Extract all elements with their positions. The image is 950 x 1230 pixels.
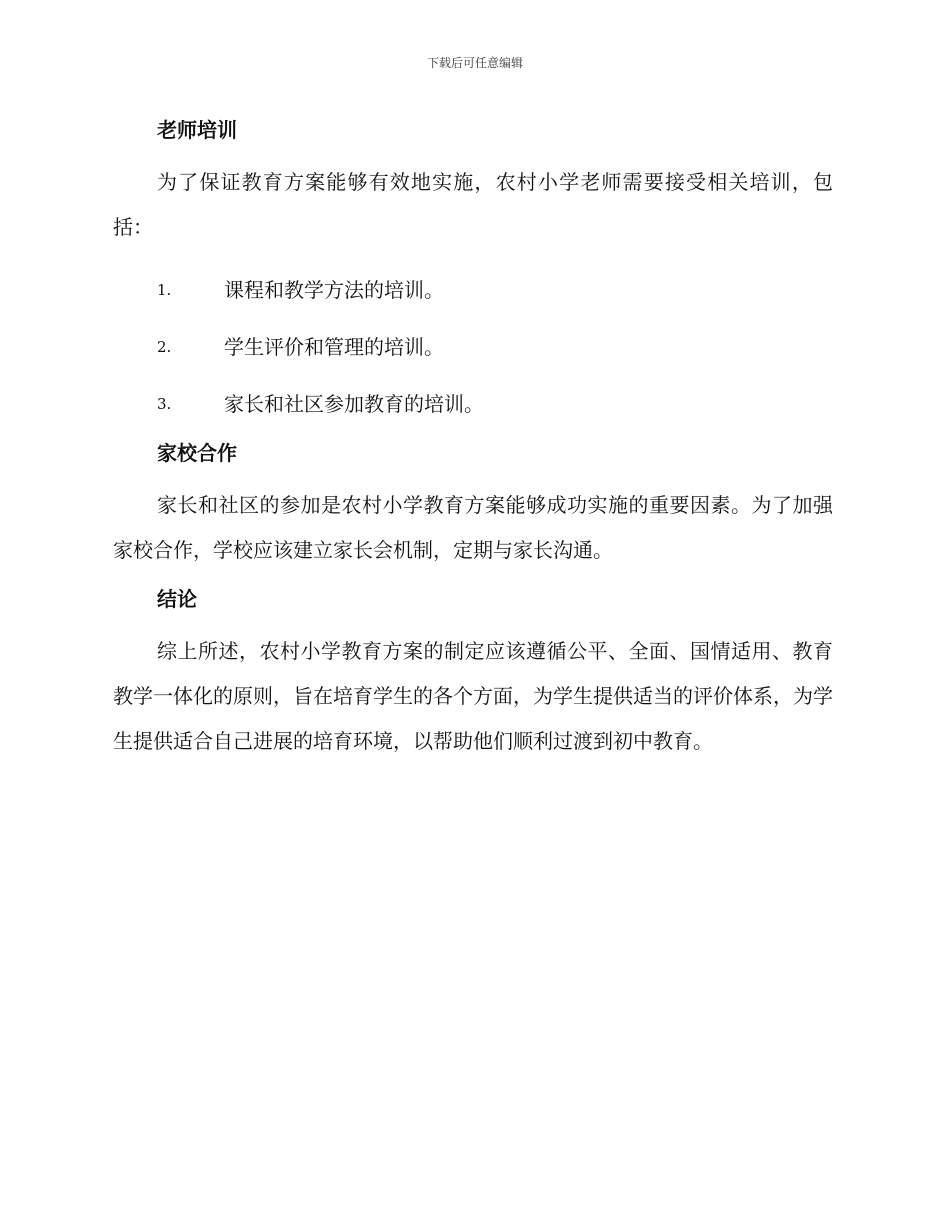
training-list	[113, 262, 833, 433]
page-header: 下载后可任意编辑	[426, 56, 523, 70]
list-item	[113, 262, 833, 319]
list-item-number: 2.	[157, 338, 172, 356]
list-item-text: 学生评价和管理的培训。	[224, 335, 444, 359]
section-heading-training: 老师培训	[157, 118, 237, 142]
list-item	[113, 376, 833, 433]
list-item-text: 课程和教学方法的培训。	[224, 278, 444, 302]
list-item-text: 家长和社区参加教育的培训。	[224, 392, 484, 416]
cooperation-paragraph: 家长和社区的参加是农村小学教育方案能够成功实施的重要因素。为了加强家校合作，学校应该建立家长会机制，定期与家长沟通。	[113, 493, 833, 562]
list-item-number: 3.	[157, 395, 172, 413]
document-body	[113, 112, 833, 764]
list-item	[113, 319, 833, 376]
section-heading-conclusion: 结论	[157, 587, 197, 611]
list-item-number: 1.	[157, 281, 172, 299]
conclusion-paragraph: 综上所述，农村小学教育方案的制定应该遵循公平、全面、国情适用、教育教学一体化的原则，旨在培育学生的各个方面，为学生提供适当的评价体系，为学生提供适合自己进展的培育环境，以帮助他们顺利过渡到初中教育。	[113, 639, 833, 753]
section-heading-cooperation: 家校合作	[157, 441, 237, 465]
training-intro-paragraph: 为了保证教育方案能够有效地实施，农村小学老师需要接受相关培训，包括：	[113, 170, 833, 239]
